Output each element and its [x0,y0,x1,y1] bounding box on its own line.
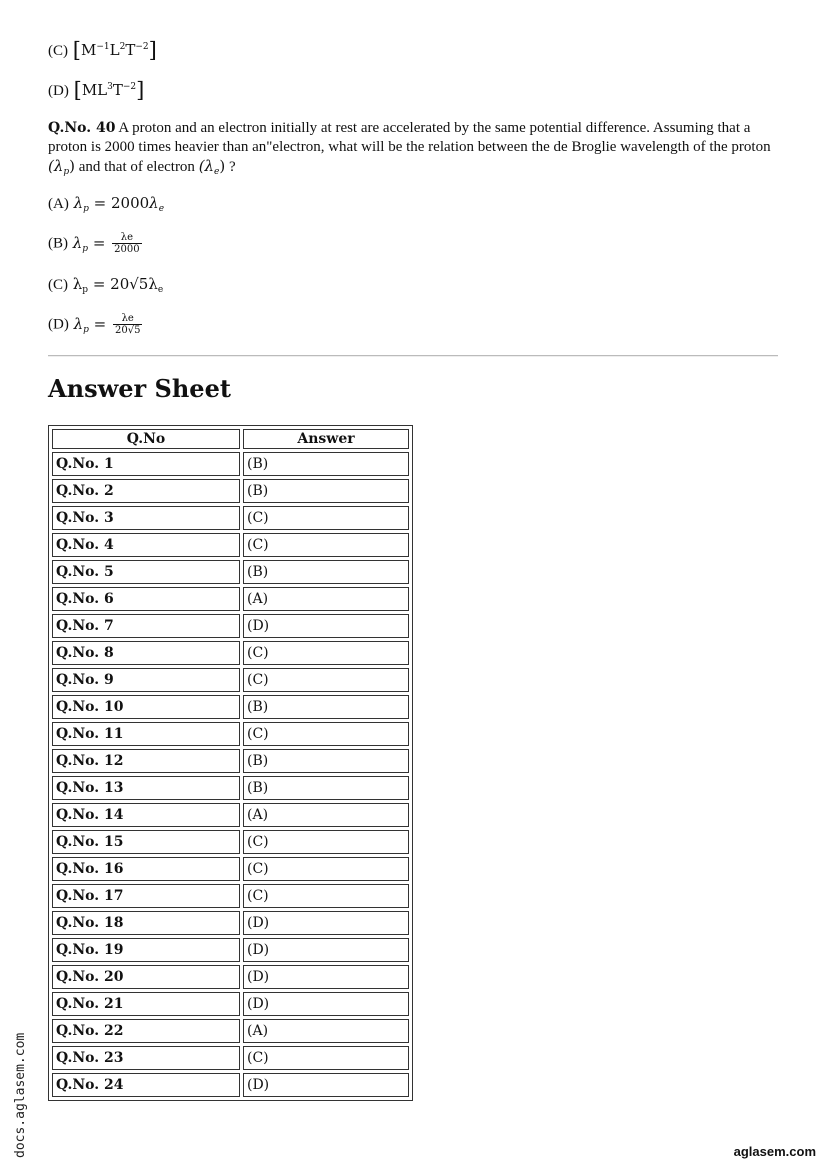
question-number-cell: Q.No. 16 [52,857,240,881]
option-d-expression: $[ML^3T^{-2}]$ [73,78,145,102]
answer-cell: (C) [243,830,409,854]
side-watermark: docs.aglasem.com [13,1032,28,1158]
question-number-cell: Q.No. 18 [52,911,240,935]
question-number-cell: Q.No. 3 [52,506,240,530]
answer-cell: (C) [243,641,409,665]
question-number-cell: Q.No. 10 [52,695,240,719]
answer-cell: (C) [243,884,409,908]
table-row [52,992,409,1016]
question-number-cell: Q.No. 7 [52,614,240,638]
table-row [52,911,409,935]
table-header-row [52,429,409,449]
answer-cell: (B) [243,749,409,773]
fraction: $\frac{\lambda e}{20√5}$ [115,313,141,336]
question-number-cell: Q.No. 4 [52,533,240,557]
answer-cell: (A) [243,803,409,827]
answer-cell: (C) [243,506,409,530]
table-row [52,641,409,665]
answer-table [48,425,413,1101]
table-row [52,722,409,746]
question-40-text: Q.No. 40 A proton and an electron initially at rest are accelerated by the same potential difference. Assuming that a proton is 2000 times heavier than an"electron, what will be the relation between the de Broglie wavelength of the proton $(\lambda_p)$ and that of electron $(\lambda_e)$ ? [48,120,771,177]
answer-cell: (C) [243,722,409,746]
answer-cell: (A) [243,1019,409,1043]
answer-cell: (B) [243,695,409,719]
table-row [52,965,409,989]
fraction: $\frac{\lambda e}{2000}$ [114,232,140,255]
column-header-qno: Q.No [52,429,240,449]
table-row [52,1019,409,1043]
question-number-cell: Q.No. 19 [52,938,240,962]
table-row [52,533,409,557]
question-number-cell: Q.No. 21 [52,992,240,1016]
question-number-cell: Q.No. 5 [52,560,240,584]
question-number-cell: Q.No. 17 [52,884,240,908]
option-c-expression: $[M^{-1}L^2T^{-2}]$ [72,38,157,62]
answer-sheet-title: Answer Sheet [48,374,231,403]
question-number-cell: Q.No. 20 [52,965,240,989]
answer-cell: (A) [243,587,409,611]
table-row [52,614,409,638]
question-number-cell: Q.No. 12 [52,749,240,773]
answer-cell: (C) [243,857,409,881]
option-c-label: (C) [48,43,68,59]
question-number-cell: Q.No. 22 [52,1019,240,1043]
q40-option-b: (B) $\lambda_p$ = $\frac{\lambda e}{2000}$ [48,232,140,255]
question-number-cell: Q.No. 6 [52,587,240,611]
question-number-cell: Q.No. 1 [52,452,240,476]
question-number-cell: Q.No. 13 [52,776,240,800]
q40-option-c: (C) $\lambda_p = 20√5\lambda_e$ [48,275,164,295]
question-number-cell: Q.No. 23 [52,1046,240,1070]
question-number-cell: Q.No. 15 [52,830,240,854]
table-row [52,938,409,962]
question-number-cell: Q.No. 14 [52,803,240,827]
q40-option-d: (D) $\lambda_p$ = $\frac{\lambda e}{20√5}$ [48,313,141,336]
answer-cell: (D) [243,938,409,962]
table-row [52,1046,409,1070]
footer-brand: aglasem.com [733,1144,816,1159]
question-number-cell: Q.No. 8 [52,641,240,665]
answer-cell: (D) [243,614,409,638]
question-number-cell: Q.No. 2 [52,479,240,503]
question-number-cell: Q.No. 11 [52,722,240,746]
table-row [52,749,409,773]
horizontal-divider [48,355,778,357]
table-row [52,803,409,827]
table-row [52,452,409,476]
question-number-cell: Q.No. 9 [52,668,240,692]
column-header-answer: Answer [243,429,409,449]
question-number: Q.No. 40 [48,120,116,136]
answer-cell: (C) [243,1046,409,1070]
table-row [52,506,409,530]
answer-cell: (B) [243,560,409,584]
table-row [52,668,409,692]
table-row [52,776,409,800]
table-row [52,560,409,584]
option-d-label: (D) [48,83,69,99]
answer-cell: (C) [243,668,409,692]
table-row [52,695,409,719]
option-d-line [48,80,144,101]
table-row [52,830,409,854]
question-number-cell: Q.No. 24 [52,1073,240,1097]
option-c-line [48,40,157,61]
answer-cell: (D) [243,965,409,989]
q40-option-a: (A) $\lambda_p = 2000\lambda_e$ [48,194,165,214]
table-row [52,479,409,503]
answer-cell: (B) [243,776,409,800]
table-row [52,857,409,881]
answer-cell: (B) [243,452,409,476]
answer-cell: (D) [243,992,409,1016]
table-row [52,884,409,908]
answer-cell: (D) [243,1073,409,1097]
answer-cell: (D) [243,911,409,935]
answer-cell: (B) [243,479,409,503]
table-row [52,1073,409,1097]
table-row [52,587,409,611]
answer-cell: (C) [243,533,409,557]
